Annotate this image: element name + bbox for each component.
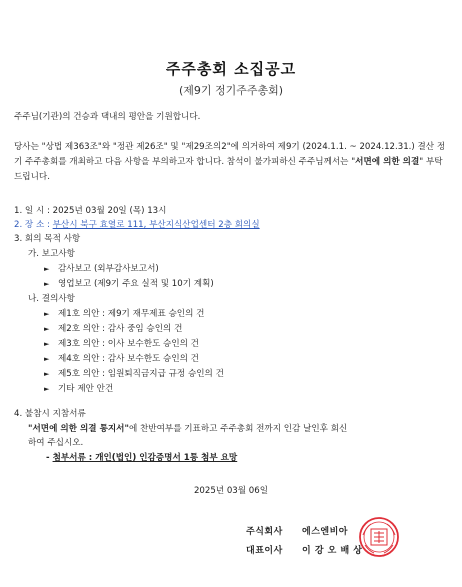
arrow-icon: ►: [44, 325, 50, 333]
place-label: 2. 장 소 :: [14, 220, 53, 230]
arrow-icon: ►: [44, 310, 50, 318]
attachment-instruction: [28, 423, 347, 435]
arrow-icon: ►: [44, 355, 50, 363]
list-item: ► 감사보고 (외부감사보고서): [44, 264, 159, 274]
report-heading: 가. 보고사항: [28, 249, 75, 259]
greeting-text: 주주님(기관)의 건승과 댁내의 평안을 기원합니다.: [14, 112, 201, 122]
attachment-instruction-2: 하여 주십시오.: [28, 438, 84, 448]
company-label: 주식회사: [246, 527, 283, 537]
attachment-note-text: 첨부서류 : 개인(법인) 인감증명서 1통 첨부 요망: [52, 453, 238, 463]
company-name: 에스엔비아: [302, 527, 348, 537]
place-address: 부산시 북구 효열로 111, 부산지식산업센터 2층 회의실: [52, 220, 260, 230]
attachment-note: - 첨부서류 : 개인(법인) 인감증명서 1통 첨부 요망: [46, 453, 238, 463]
representative-label: 대표이사: [246, 546, 283, 556]
arrow-icon: ►: [44, 265, 50, 273]
intro-text-a: 당사는 "상법 제363조"와 "정관 제26조" 및 "제29조의2"에 의거하여 제9기 (2024.1.1. ~ 2024.12.31.) 결산 정기 주주총회를 개최하고 다음 사항을 부의하고자 합니다. 참석이 불가피하신 주주님께서는 ": [14, 142, 446, 167]
arrow-icon: ►: [44, 340, 50, 348]
list-item: ► 제5호 의안 : 임원퇴직금지급 규정 승인의 건: [44, 369, 224, 379]
list-item: ► 제2호 의안 : 감사 중임 승인의 건: [44, 324, 183, 334]
attachment-text: 에 찬반여부를 기표하고 주주총회 전까지 인감 날인후 회신: [128, 424, 348, 434]
resolution-heading: 나. 결의사항: [28, 294, 75, 304]
representative-name: 이 강 오 배 상: [302, 546, 363, 556]
meeting-place: [14, 219, 260, 231]
intro-text-b: " 부탁드립니다.: [14, 157, 443, 182]
list-item: ► 제1호 의안 : 제9기 재무제표 승인의 건: [44, 309, 205, 319]
meeting-datetime: 1. 일 시 : 2025년 03월 20일 (목) 13시: [14, 206, 167, 216]
arrow-icon: ►: [44, 370, 50, 378]
list-item: ► 제4호 의안 : 감사 보수한도 승인의 건: [44, 354, 199, 364]
intro-paragraph: [14, 140, 450, 185]
arrow-icon: ►: [44, 280, 50, 288]
intro-bold: 서면에 의한 의결: [355, 157, 420, 167]
list-item: ► 기타 제안 안건: [44, 384, 114, 394]
attachment-form-name: "서면에 의한 의결 통지서": [28, 424, 129, 434]
company-seal-icon: [357, 515, 401, 559]
page-subtitle: (제9기 정기주주총회): [178, 84, 284, 97]
list-item: ► 제3호 의안 : 이사 보수한도 승인의 건: [44, 339, 199, 349]
arrow-icon: ►: [44, 385, 50, 393]
page-title: 주주총회 소집공고: [165, 60, 297, 78]
attachment-heading: 4. 불참시 지참서류: [14, 409, 86, 419]
issue-date: 2025년 03월 06일: [193, 486, 269, 496]
purpose-heading: 3. 회의 목적 사항: [14, 234, 81, 244]
list-item: ► 영업보고 (제9기 주요 실적 및 10기 계획): [44, 279, 214, 289]
